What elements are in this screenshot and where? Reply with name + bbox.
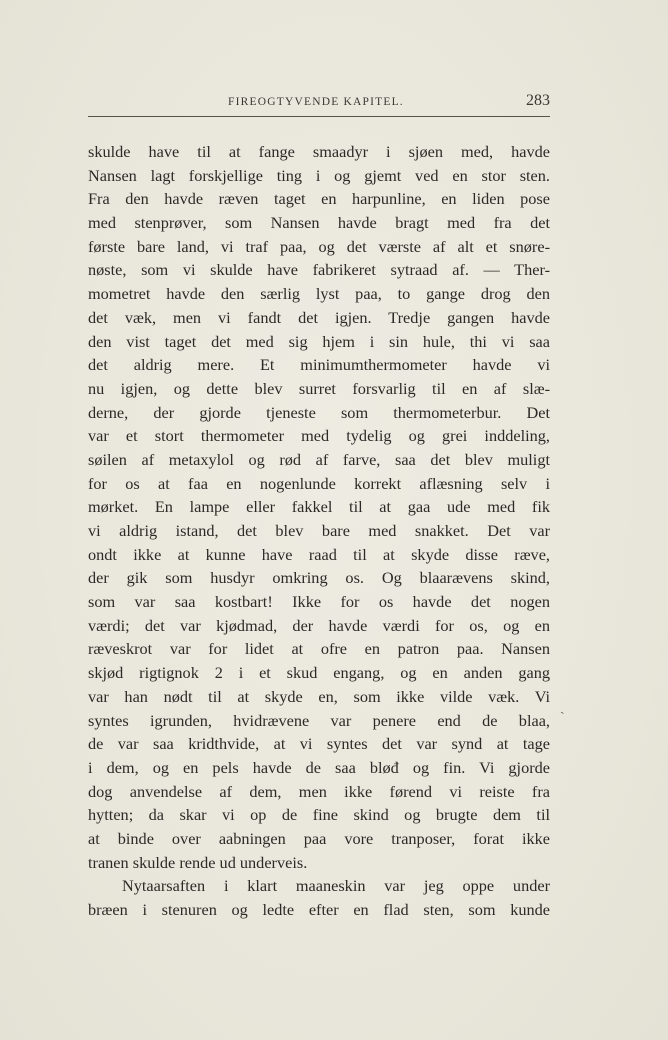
text-line: mørket. En lampe eller fakkel til at gaa ude med fik [88, 497, 550, 517]
text-line: med stenprøver, som Nansen havde bragt med fra det [88, 213, 550, 233]
page-header [88, 92, 550, 114]
text-line: vi aldrig istand, det blev bare med snakket. Det var [88, 521, 550, 540]
text-line: var han nødt til at skyde en, som ikke vilde væk. Vi [88, 686, 550, 706]
text-line: skulde have til at fange smaadyr i sjøen med, havde [88, 142, 550, 161]
text-line: derne, der gjorde tjeneste som thermometerbur. Det [88, 402, 550, 422]
text-line: nøste, som vi skulde have fabrikeret sytraad af. — Ther- [88, 260, 550, 280]
text-line: bræen i stenuren og ledte efter en flad sten, som kunde [88, 900, 550, 919]
page-number: 283 [526, 92, 550, 109]
margin-mark: ˎ [560, 700, 565, 715]
text-line: søilen af metaxylol og rød af farve, saa det blev muligt [88, 449, 550, 469]
text-line: de var saa kridthvide, at vi syntes det var synd at tage [88, 734, 550, 754]
text-line: skjød rigtignok 2 i et skud engang, og en anden gang [88, 663, 550, 683]
text-line: som var saa kostbart! Ikke for os havde det nogen [88, 592, 550, 612]
text-line: i dem, og en pels havde de saa bløđ og fin. Vi gjorde [88, 757, 550, 777]
text-line: mometret havde den særlig lyst paa, to gange drog den [88, 284, 550, 304]
running-head: FIREOGTYVENDE KAPITEL. [228, 96, 404, 108]
text-line: første bare land, vi traf paa, og det værste af alt et snøre- [88, 236, 550, 256]
text-line: hytten; da skar vi op de fine skind og brugte dem til [88, 805, 550, 825]
text-line: nu igjen, og dette blev surret forsvarlig til en af slæ- [88, 378, 550, 398]
text-line: værdi; det var kjødmad, der havde værdi for os, og en [88, 615, 550, 635]
text-line: tranen skulde rende ud underveis. [88, 852, 308, 872]
header-rule [88, 116, 550, 117]
text-line: for os at faa en nogenlunde korrekt aflæsning selv i [88, 473, 550, 493]
text-line: det væk, men vi fandt det igjen. Tredje gangen havde [88, 307, 550, 327]
text-line: der gik som husdyr omkring os. Og blaarævens skind, [88, 568, 550, 588]
text-line: ondt ikke at kunne have raad til at skyde disse ræve, [88, 544, 550, 564]
body-text [88, 140, 550, 922]
text-line: Nytaarsaften i klart maaneskin var jeg oppe under [122, 876, 550, 896]
text-line: Nansen lagt forskjellige ting i og gjemt ved en stor sten. [88, 165, 550, 185]
text-line: ræveskrot var for lidet at ofre en patron paa. Nansen [88, 639, 550, 659]
text-line: dog anvendelse af dem, men ikke førend vi reiste fra [88, 781, 550, 801]
text-line: syntes igrunden, hvidrævene var penere end de blaa, [88, 710, 550, 730]
text-line: Fra den havde ræven taget en harpunline, en liden pose [88, 189, 550, 209]
text-line: var et stort thermometer med tydelig og grei inddeling, [88, 426, 550, 446]
text-line: den vist taget det med sig hjem i sin hule, thi vi saa [88, 331, 550, 351]
text-line: det aldrig mere. Et minimumthermometer havde vi [88, 355, 550, 375]
text-line: at binde over aabningen paa vore tranposer, forat ikke [88, 828, 550, 848]
